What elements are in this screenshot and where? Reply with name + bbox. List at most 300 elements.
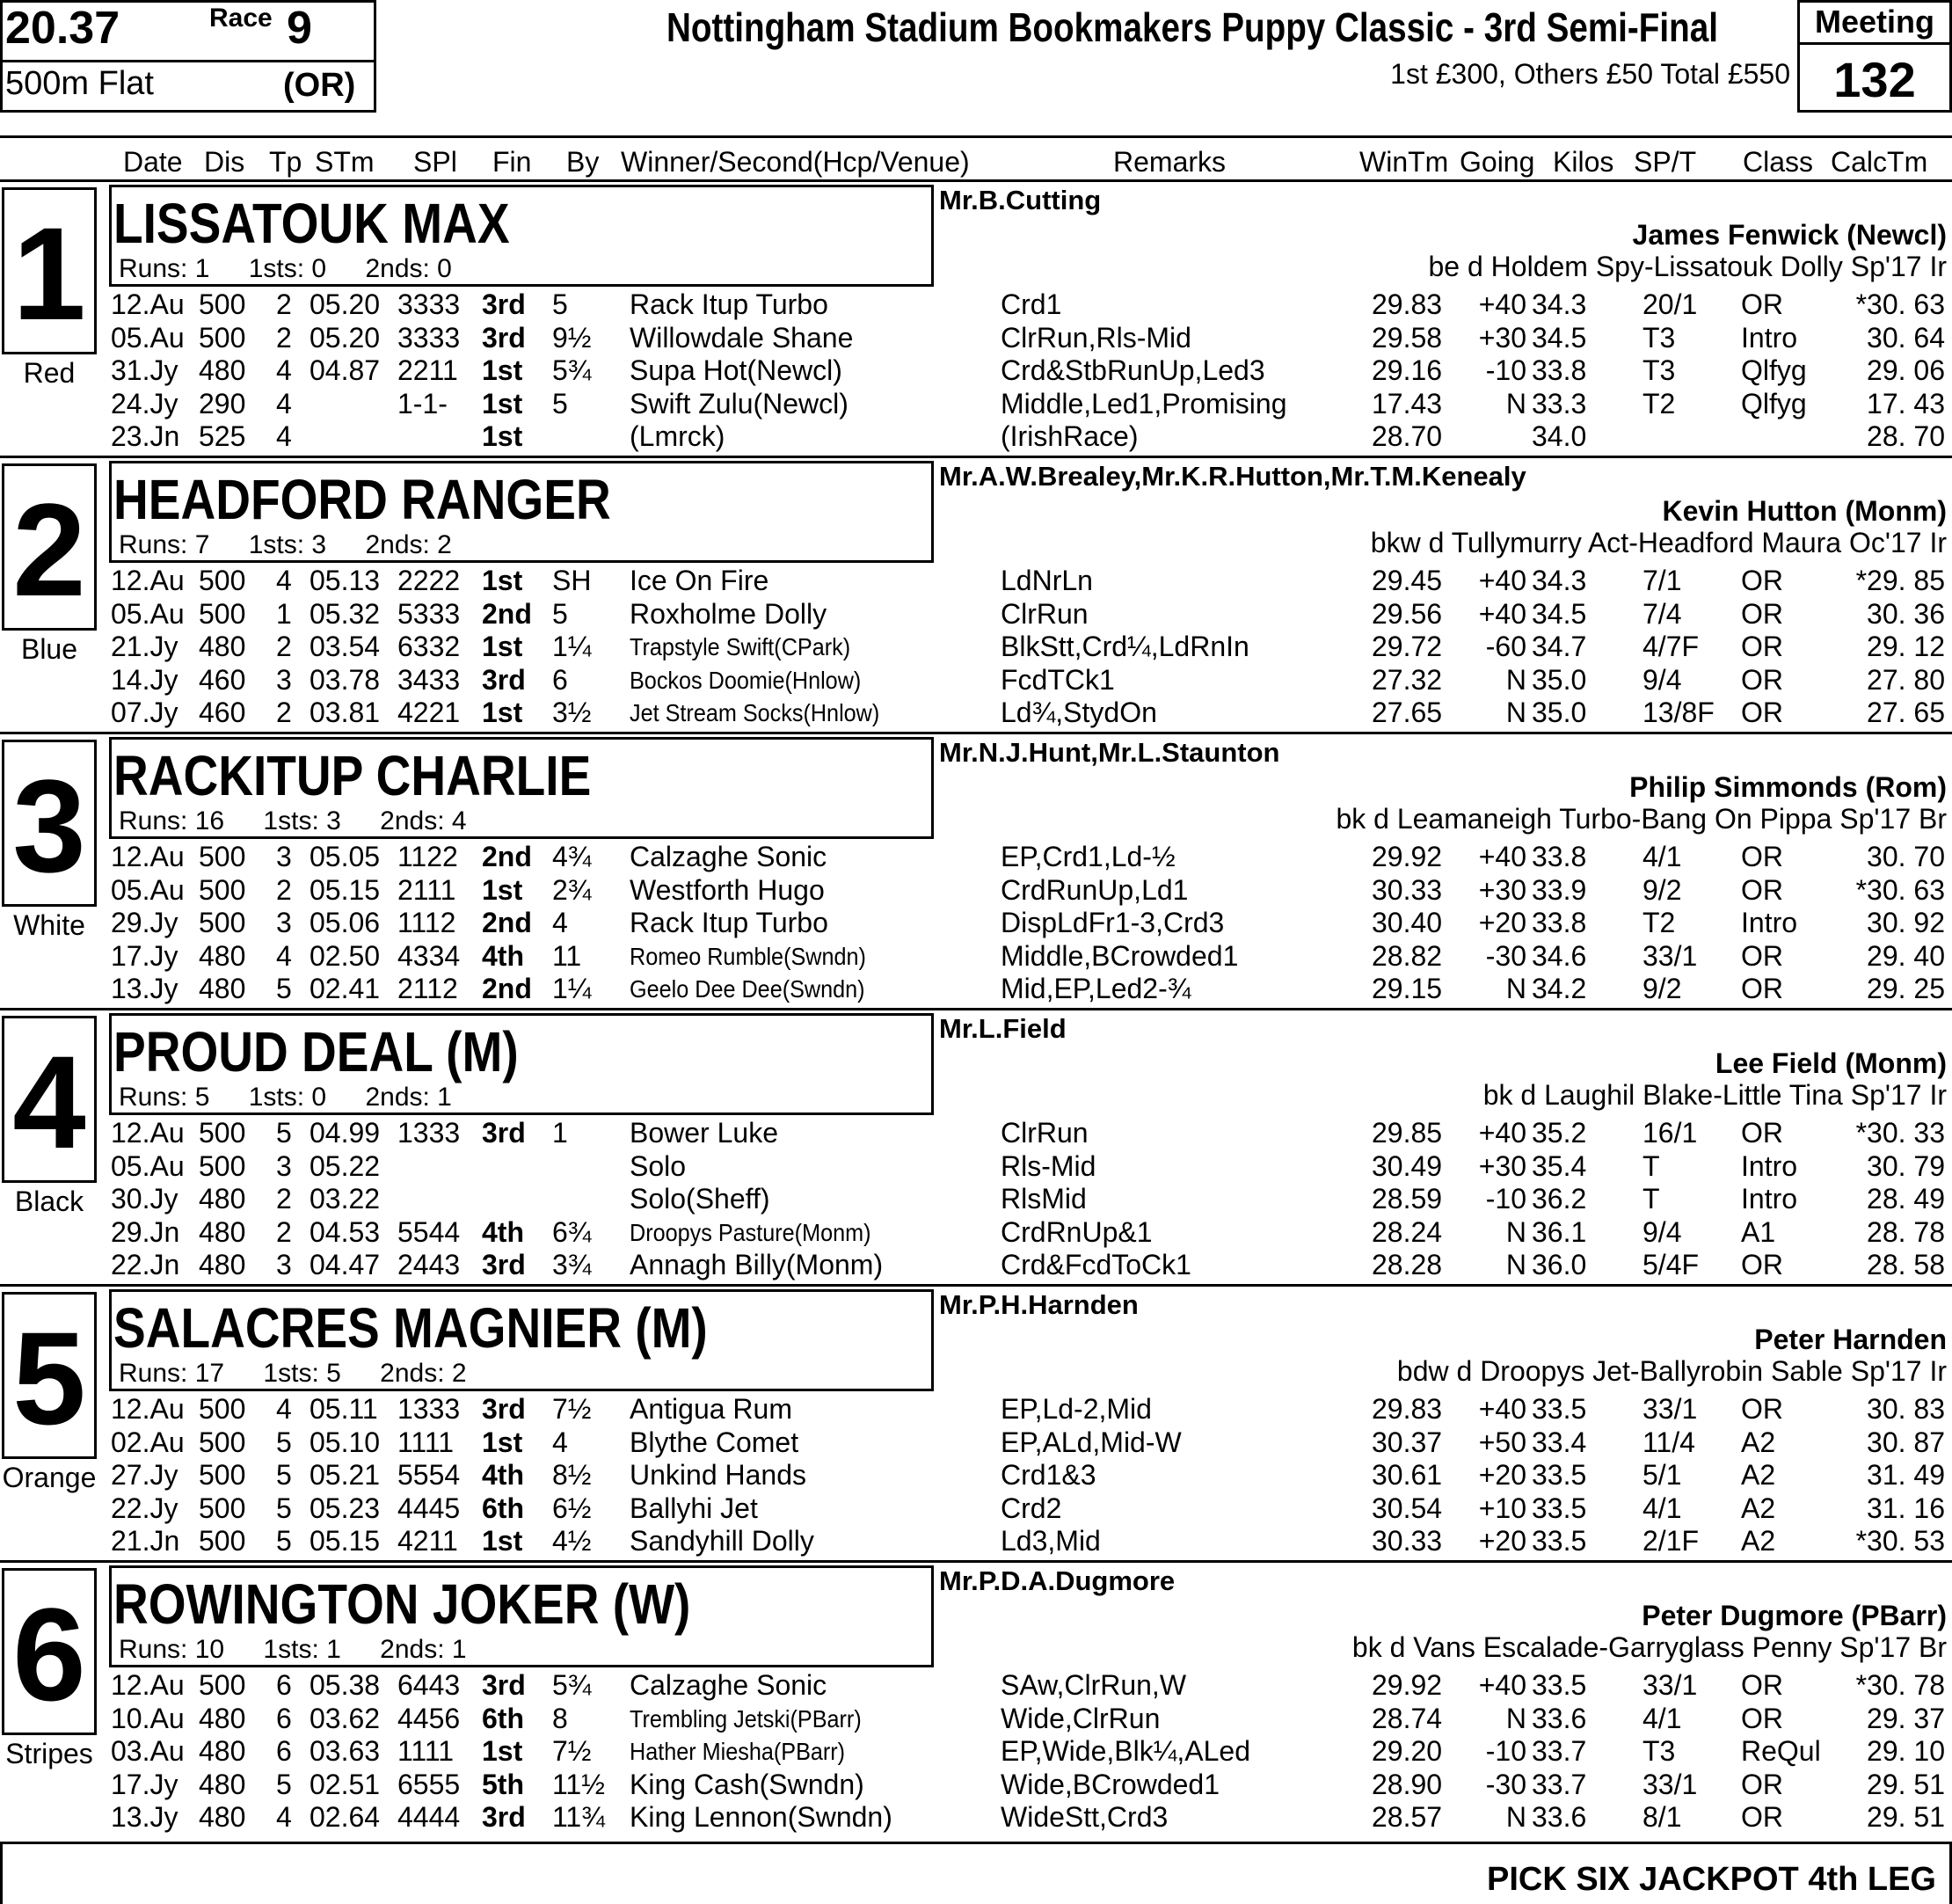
form-spt: T [1642, 1183, 1660, 1215]
form-dis: 460 [199, 663, 246, 696]
form-calc: 30. 64 [1867, 321, 1945, 354]
form-wintm: 29.92 [1372, 1669, 1443, 1701]
form-calc: 27. 80 [1867, 663, 1945, 696]
form-wintm: 30.33 [1372, 873, 1443, 906]
form-stm: 05.06 [310, 907, 381, 939]
form-cls: OR [1741, 288, 1783, 320]
form-fin: 3rd [482, 1669, 526, 1701]
runner-divider [0, 732, 1952, 734]
form-dis: 500 [199, 1669, 246, 1701]
race-distance: 500m Flat [5, 65, 154, 102]
form-cls: OR [1741, 1249, 1783, 1281]
form-by: SH [552, 565, 592, 596]
form-by: 8½ [552, 1459, 592, 1492]
form-kilos: 35.0 [1532, 697, 1587, 729]
form-tp: 2 [276, 697, 292, 729]
form-spl: 4211 [397, 1525, 458, 1557]
breeding: bdw d Droopys Jet-Ballyrobin Sable Sp'17 Ir [1396, 1355, 1947, 1387]
form-winner: Swift Zulu(Newcl) [630, 387, 849, 419]
form-stm: 05.21 [310, 1459, 381, 1492]
race-grade: (OR) [283, 67, 356, 104]
form-going: +30 [1478, 873, 1526, 906]
form-calc: 28. 49 [1867, 1183, 1945, 1215]
form-date: 10.Au [111, 1702, 185, 1734]
form-spl: 4445 [397, 1492, 461, 1524]
form-remarks: RlsMid [1001, 1183, 1087, 1215]
form-fin: 1st [482, 565, 523, 596]
form-remarks: BlkStt,Crd¼,LdRnIn [1001, 631, 1249, 663]
form-cls: A2 [1741, 1459, 1776, 1492]
meeting-divider [1797, 42, 1952, 45]
form-date: 27.Jy [111, 1459, 178, 1492]
form-fin: 1st [482, 420, 523, 453]
form-stm: 05.20 [310, 288, 381, 320]
form-spl: 2111 [397, 873, 456, 906]
form-kilos: 33.7 [1532, 1768, 1587, 1800]
form-wintm: 30.49 [1372, 1149, 1443, 1182]
form-stm: 03.22 [310, 1183, 381, 1215]
form-fin: 2nd [482, 907, 532, 939]
form-date: 12.Au [111, 288, 185, 320]
trap-color: Stripes [5, 1738, 93, 1769]
form-going: +40 [1478, 565, 1526, 596]
form-date: 12.Au [111, 1117, 185, 1149]
form-calc: 28. 78 [1867, 1215, 1945, 1248]
form-spl: 6332 [397, 631, 461, 663]
form-cls: A1 [1741, 1215, 1776, 1248]
form-going: N [1505, 1801, 1526, 1834]
race-divider [0, 60, 376, 62]
form-calc: 30. 83 [1867, 1393, 1945, 1425]
form-spt: 16/1 [1642, 1117, 1698, 1149]
runner-block [0, 185, 1952, 461]
form-date: 14.Jy [111, 663, 178, 696]
breeding: be d Holdem Spy-Lissatouk Dolly Sp'17 Ir [1428, 251, 1947, 282]
form-winner: (Lmrck) [630, 420, 725, 453]
form-going: N [1505, 663, 1526, 696]
form-winner: Sandyhill Dolly [630, 1525, 814, 1557]
form-row [0, 322, 1952, 355]
form-remarks: Wide,ClrRun [1001, 1702, 1161, 1734]
col-wintm: WinTm [1359, 146, 1449, 178]
form-wintm: 29.16 [1372, 354, 1443, 387]
trainer: James Fenwick (Newcl) [1632, 219, 1947, 251]
form-stm: 02.51 [310, 1768, 381, 1800]
trap-color: Red [23, 357, 76, 389]
form-calc: 29. 51 [1867, 1768, 1945, 1800]
form-tp: 2 [276, 321, 292, 354]
firsts-count: 1sts: 1 [263, 1635, 341, 1664]
form-calc: 17. 43 [1867, 387, 1945, 419]
trap-number: 3 [2, 740, 97, 907]
form-kilos: 33.5 [1532, 1393, 1587, 1425]
form-tp: 2 [276, 1183, 292, 1215]
trainer: Lee Field (Monm) [1715, 1047, 1947, 1079]
form-row [0, 288, 1952, 322]
owner: Mr.N.J.Hunt,Mr.L.Staunton [939, 737, 1280, 768]
form-remarks: Wide,BCrowded1 [1001, 1768, 1220, 1800]
form-cls: OR [1741, 597, 1783, 630]
form-by: 3½ [552, 697, 592, 729]
race-prizes: 1st £300, Others £50 Total £550 [1390, 58, 1790, 90]
form-spt: T2 [1642, 907, 1676, 939]
dog-name-box [109, 1013, 934, 1115]
form-calc: 30. 36 [1867, 597, 1945, 630]
form-spt: 5/1 [1642, 1459, 1682, 1492]
form-tp: 2 [276, 1215, 292, 1248]
form-calc: 29. 10 [1867, 1735, 1945, 1768]
form-kilos: 34.0 [1532, 420, 1587, 453]
dog-name: LISSATOUK MAX [113, 192, 510, 255]
trainer: Philip Simmonds (Rom) [1629, 771, 1947, 803]
form-dis: 290 [199, 387, 246, 419]
form-cls: A2 [1741, 1492, 1776, 1524]
header-rule [0, 135, 1952, 138]
form-tp: 3 [276, 841, 292, 872]
form-spt: 13/8F [1642, 697, 1715, 729]
form-spt: 33/1 [1642, 1669, 1698, 1701]
seconds-count: 2nds: 4 [380, 806, 467, 835]
form-dis: 480 [199, 973, 246, 1005]
form-tp: 2 [276, 873, 292, 906]
trainer: Peter Harnden [1754, 1324, 1947, 1355]
form-spl: 6555 [397, 1768, 461, 1800]
form-winner: Geelo Dee Dee(Swndn) [630, 975, 865, 1003]
form-remarks: Mid,EP,Led2-¾ [1001, 973, 1191, 1005]
form-going: N [1505, 1215, 1526, 1248]
form-kilos: 35.4 [1532, 1149, 1587, 1182]
form-by: 5¾ [552, 354, 592, 387]
form-spt: T3 [1642, 354, 1676, 387]
form-by: 11½ [552, 1768, 605, 1800]
form-dis: 500 [199, 565, 246, 596]
form-going: -30 [1485, 1768, 1526, 1800]
form-dis: 480 [199, 1768, 246, 1800]
form-cls: OR [1741, 1768, 1783, 1800]
form-spt: 4/1 [1642, 841, 1682, 872]
form-winner: Ice On Fire [630, 565, 769, 596]
form-stm: 05.11 [310, 1393, 378, 1425]
form-by: 4½ [552, 1525, 592, 1557]
race-time: 20.37 [5, 3, 120, 54]
form-calc: 31. 16 [1867, 1492, 1945, 1524]
runs-count: Runs: 7 [119, 530, 210, 559]
form-tp: 5 [276, 1426, 292, 1458]
form-dis: 460 [199, 697, 246, 729]
form-winner: Calzaghe Sonic [630, 1669, 827, 1701]
form-row [0, 907, 1952, 940]
form-going: +30 [1478, 321, 1526, 354]
form-spt: 9/4 [1642, 663, 1682, 696]
form-date: 24.Jy [111, 387, 178, 419]
form-row [0, 874, 1952, 908]
form-spt: 11/4 [1642, 1426, 1695, 1458]
form-spt: 33/1 [1642, 1768, 1698, 1800]
form-calc: *30. 63 [1855, 288, 1945, 320]
form-spl: 1111 [397, 1735, 455, 1768]
form-row [0, 1801, 1952, 1835]
form-spl: 5333 [397, 597, 461, 630]
meeting-number: 132 [1833, 52, 1916, 107]
form-fin: 1st [482, 1525, 523, 1557]
trap-color: Blue [20, 633, 78, 665]
form-tp: 2 [276, 631, 292, 663]
form-row [0, 1769, 1952, 1802]
runs-summary [119, 254, 452, 284]
form-remarks: DispLdFr1-3,Crd3 [1001, 907, 1225, 939]
form-fin: 1st [482, 631, 523, 663]
form-remarks: ClrRun [1001, 1117, 1089, 1149]
footer-text: PICK SIX JACKPOT 4th LEG [1487, 1861, 1936, 1898]
form-fin: 6th [482, 1702, 524, 1734]
form-kilos: 33.6 [1532, 1702, 1587, 1734]
form-winner: Trembling Jetski(PBarr) [630, 1704, 862, 1733]
form-spt: 8/1 [1642, 1801, 1682, 1834]
form-going: -10 [1485, 354, 1526, 387]
form-remarks: Middle,Led1,Promising [1001, 387, 1287, 419]
form-spl: 4444 [397, 1801, 461, 1834]
form-date: 17.Jy [111, 1768, 178, 1800]
runs-summary [119, 1083, 452, 1112]
form-spl: 1111 [397, 1426, 455, 1458]
runner-divider [0, 1560, 1952, 1563]
runs-count: Runs: 5 [119, 1083, 210, 1112]
form-dis: 480 [199, 1735, 246, 1768]
form-fin: 3rd [482, 288, 526, 320]
form-tp: 5 [276, 1117, 292, 1149]
form-tp: 4 [276, 939, 292, 972]
form-spl: 1333 [397, 1117, 461, 1149]
form-date: 05.Au [111, 321, 185, 354]
col-spt: SP/T [1634, 146, 1697, 178]
form-tp: 5 [276, 1459, 292, 1492]
form-spl: 2222 [397, 565, 461, 596]
runner-block [0, 461, 1952, 737]
form-going: +40 [1478, 1117, 1526, 1149]
form-cls: OR [1741, 697, 1783, 729]
form-dis: 480 [199, 1702, 246, 1734]
form-stm: 05.10 [310, 1426, 381, 1458]
form-date: 02.Au [111, 1426, 185, 1458]
form-spt: T2 [1642, 387, 1676, 419]
form-kilos: 36.2 [1532, 1183, 1587, 1215]
runner-divider [0, 456, 1952, 458]
form-kilos: 35.2 [1532, 1117, 1587, 1149]
form-dis: 500 [199, 1149, 246, 1182]
form-remarks: Crd2 [1001, 1492, 1062, 1524]
form-cls: Intro [1741, 1149, 1798, 1182]
form-cls: Intro [1741, 321, 1798, 354]
form-fin: 1st [482, 697, 523, 729]
form-row [0, 1249, 1952, 1282]
form-date: 12.Au [111, 841, 185, 872]
form-going: +40 [1478, 288, 1526, 320]
form-fin: 4th [482, 1215, 524, 1248]
form-spl: 5554 [397, 1459, 461, 1492]
col-calctm: CalcTm [1831, 146, 1928, 178]
form-spt: 5/4F [1642, 1249, 1700, 1281]
owner: Mr.A.W.Brealey,Mr.K.R.Hutton,Mr.T.M.Kenealy [939, 461, 1526, 492]
form-stm: 04.47 [310, 1249, 381, 1281]
col-kilos: Kilos [1553, 146, 1614, 178]
form-cls: OR [1741, 973, 1783, 1005]
runner-divider [0, 1284, 1952, 1287]
form-winner: Calzaghe Sonic [630, 841, 827, 872]
form-kilos: 34.6 [1532, 939, 1587, 972]
col-winner: Winner/Second(Hcp/Venue) [621, 146, 970, 178]
form-spl: 1333 [397, 1393, 461, 1425]
form-dis: 480 [199, 1801, 246, 1834]
trap-color: White [13, 909, 85, 941]
form-fin: 4th [482, 1459, 524, 1492]
form-by: 8 [552, 1702, 568, 1734]
form-row [0, 565, 1952, 598]
form-wintm: 28.70 [1372, 420, 1443, 453]
form-calc: 30. 92 [1867, 907, 1945, 939]
form-row [0, 664, 1952, 697]
form-calc: *30. 78 [1855, 1669, 1945, 1701]
form-spl: 3333 [397, 288, 461, 320]
form-winner: Blythe Comet [630, 1426, 799, 1458]
form-wintm: 28.90 [1372, 1768, 1443, 1800]
form-winner: Ballyhi Jet [630, 1492, 758, 1524]
form-date: 23.Jn [111, 420, 180, 453]
col-remarks: Remarks [1113, 146, 1227, 178]
form-cls: OR [1741, 1801, 1783, 1834]
form-stm: 05.38 [310, 1669, 381, 1701]
form-spt: 33/1 [1642, 1393, 1698, 1425]
form-row [0, 1492, 1952, 1526]
firsts-count: 1sts: 0 [248, 254, 327, 283]
form-dis: 480 [199, 939, 246, 972]
form-spt: 9/2 [1642, 973, 1682, 1005]
form-spt: 7/4 [1642, 597, 1682, 630]
form-tp: 4 [276, 420, 292, 453]
owner: Mr.B.Cutting [939, 185, 1102, 215]
form-wintm: 29.15 [1372, 973, 1443, 1005]
form-kilos: 36.1 [1532, 1215, 1587, 1248]
form-fin: 3rd [482, 1393, 526, 1425]
form-going: +20 [1478, 907, 1526, 939]
trap-number: 1 [2, 187, 97, 354]
form-date: 12.Au [111, 1393, 185, 1425]
form-wintm: 29.83 [1372, 1393, 1443, 1425]
form-dis: 500 [199, 1525, 246, 1557]
col-tp: Tp [269, 146, 302, 178]
form-dis: 500 [199, 1117, 246, 1149]
form-going: +40 [1478, 841, 1526, 872]
form-stm: 05.20 [310, 321, 381, 354]
form-tp: 3 [276, 1249, 292, 1281]
form-wintm: 27.32 [1372, 663, 1443, 696]
form-by: 5 [552, 288, 568, 320]
form-wintm: 29.45 [1372, 565, 1443, 596]
owner: Mr.L.Field [939, 1013, 1067, 1044]
form-spt: 4/1 [1642, 1702, 1682, 1734]
form-row [0, 598, 1952, 631]
form-row [0, 841, 1952, 874]
form-cls: Intro [1741, 907, 1798, 939]
form-kilos: 35.0 [1532, 663, 1587, 696]
form-cls: OR [1741, 631, 1783, 663]
form-cls: OR [1741, 565, 1783, 596]
form-remarks: EP,Ld-2,Mid [1001, 1393, 1152, 1425]
runs-count: Runs: 16 [119, 806, 225, 835]
form-wintm: 29.85 [1372, 1117, 1443, 1149]
form-by: 2¾ [552, 873, 592, 906]
form-date: 21.Jy [111, 631, 178, 663]
form-kilos: 33.8 [1532, 907, 1587, 939]
form-cls: OR [1741, 1393, 1783, 1425]
form-kilos: 33.8 [1532, 354, 1587, 387]
form-spl: 2443 [397, 1249, 461, 1281]
form-calc: 30. 87 [1867, 1426, 1945, 1458]
form-tp: 6 [276, 1669, 292, 1701]
race-number: 9 [287, 3, 312, 54]
form-stm: 03.54 [310, 631, 381, 663]
form-stm: 02.50 [310, 939, 381, 972]
form-cls: OR [1741, 873, 1783, 906]
form-by: 5¾ [552, 1669, 592, 1701]
form-remarks: EP,Wide,Blk¼,ALed [1001, 1735, 1251, 1768]
form-remarks: WideStt,Crd3 [1001, 1801, 1169, 1834]
form-date: 05.Au [111, 873, 185, 906]
form-by: 7½ [552, 1735, 592, 1768]
trap-color: Black [14, 1185, 84, 1217]
form-calc: 28. 58 [1867, 1249, 1945, 1281]
form-going: N [1505, 697, 1526, 729]
form-fin: 2nd [482, 597, 532, 630]
col-date: Date [123, 146, 183, 178]
form-row [0, 354, 1952, 388]
breeding: bkw d Tullymurry Act-Headford Maura Oc'17 Ir [1370, 527, 1947, 558]
form-date: 13.Jy [111, 1801, 178, 1834]
form-stm: 05.05 [310, 841, 381, 872]
form-spl: 6443 [397, 1669, 461, 1701]
form-row [0, 1459, 1952, 1492]
form-wintm: 30.33 [1372, 1525, 1443, 1557]
form-tp: 5 [276, 1492, 292, 1524]
form-dis: 500 [199, 1492, 246, 1524]
form-going: +50 [1478, 1426, 1526, 1458]
form-remarks: Crd1&3 [1001, 1459, 1096, 1492]
form-tp: 6 [276, 1735, 292, 1768]
form-remarks: Ld¾,StydOn [1001, 697, 1157, 729]
form-row [0, 1150, 1952, 1184]
runs-summary [119, 530, 452, 560]
form-row [0, 973, 1952, 1006]
trainer: Peter Dugmore (PBarr) [1642, 1600, 1947, 1631]
form-going: +30 [1478, 1149, 1526, 1182]
form-stm: 03.63 [310, 1735, 381, 1768]
form-dis: 500 [199, 841, 246, 872]
seconds-count: 2nds: 1 [380, 1635, 467, 1664]
form-going: +40 [1478, 1669, 1526, 1701]
form-going: -60 [1485, 631, 1526, 663]
form-tp: 1 [276, 597, 292, 630]
form-calc: *30. 63 [1855, 873, 1945, 906]
form-calc: *30. 53 [1855, 1525, 1945, 1557]
form-remarks: LdNrLn [1001, 565, 1093, 596]
form-spt: T3 [1642, 1735, 1676, 1768]
form-row [0, 420, 1952, 454]
form-tp: 4 [276, 387, 292, 419]
form-stm: 03.62 [310, 1702, 381, 1734]
form-wintm: 30.37 [1372, 1426, 1443, 1458]
form-dis: 500 [199, 1426, 246, 1458]
runner-divider [0, 179, 1952, 182]
col-spl: SPl [413, 146, 457, 178]
